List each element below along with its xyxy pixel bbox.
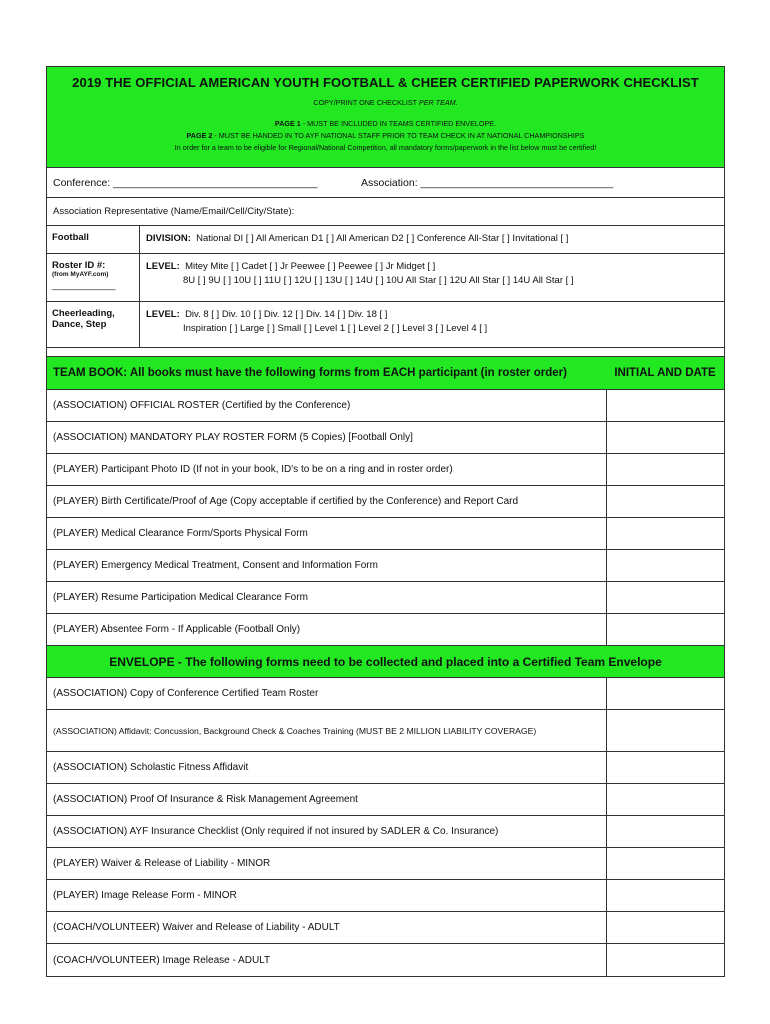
cheer-level-options[interactable]: LEVEL: Div. 8 [ ] Div. 10 [ ] Div. 12 [ ] Div. 14 [ ] Div. 18 [ ] Inspiration [ ] Large [ ] Small [ ] Level 1 [ ] Level 2 [ ] Level 3 [ ] Level 4 [ ] — [146, 309, 488, 334]
football-label: Football — [47, 226, 140, 253]
envelope-heading: ENVELOPE - The following forms need to be collected and placed into a Certified Team Envelope — [47, 646, 724, 678]
list-item: (COACH/VOLUNTEER) Image Release - ADULT — [47, 944, 724, 976]
football-level-options[interactable]: LEVEL: Mitey Mite [ ] Cadet [ ] Jr Peewee [ ] Peewee [ ] Jr Midget [ ] 8U [ ] 9U [ ] 10U [ ] 11U [ ] 12U [ ] 13U [ ] 14U [ ] 10U All Star [ ] 12U All Star [ ] 14U All Star [ ] — [146, 261, 574, 286]
list-item: (PLAYER) Birth Certificate/Proof of Age (Copy acceptable if certified by the Conference) and Report Card — [47, 486, 724, 518]
football-row — [47, 226, 724, 254]
team-book-list — [47, 390, 724, 646]
initial-date-cell[interactable] — [607, 752, 724, 783]
list-item: (ASSOCIATION) Proof Of Insurance & Risk Management Agreement — [47, 784, 724, 816]
page1-instruction: PAGE 1 - MUST BE INCLUDED IN TEAMS CERTIFIED ENVELOPE. — [274, 119, 497, 128]
list-item: (ASSOCIATION) Scholastic Fitness Affidavit — [47, 752, 724, 784]
list-item: (PLAYER) Image Release Form - MINOR — [47, 880, 724, 912]
initial-date-cell[interactable] — [607, 454, 724, 485]
list-item: (PLAYER) Waiver & Release of Liability - MINOR — [47, 848, 724, 880]
list-item: (ASSOCIATION) Affidavit: Concussion, Background Check & Coaches Training (MUST BE 2 MILLION LIABILITY COVERAGE) — [47, 710, 724, 752]
list-item: (ASSOCIATION) Copy of Conference Certified Team Roster — [47, 678, 724, 710]
list-item: (ASSOCIATION) OFFICIAL ROSTER (Certified by the Conference) — [47, 390, 724, 422]
team-book-heading: TEAM BOOK: All books must have the following forms from EACH participant (in roster order) — [53, 367, 567, 379]
list-item: (PLAYER) Medical Clearance Form/Sports Physical Form — [47, 518, 724, 550]
checklist-header — [47, 67, 724, 168]
page-title: 2019 THE OFFICIAL AMERICAN YOUTH FOOTBALL & CHEER CERTIFIED PAPERWORK CHECKLIST — [72, 75, 699, 90]
initial-date-cell[interactable] — [607, 912, 724, 943]
cheer-label: Cheerleading, Dance, Step — [47, 302, 140, 347]
list-item: (ASSOCIATION) AYF Insurance Checklist (Only required if not insured by SADLER & Co. Insurance) — [47, 816, 724, 848]
initial-and-date-heading: INITIAL AND DATE — [614, 367, 716, 379]
representative-field[interactable]: Association Representative (Name/Email/Cell/City/State): — [47, 198, 724, 226]
roster-row — [47, 254, 724, 302]
initial-date-cell[interactable] — [607, 816, 724, 847]
conference-field[interactable]: Conference: ___________________________________ — [53, 176, 318, 189]
initial-date-cell[interactable] — [607, 518, 724, 549]
envelope-list — [47, 678, 724, 976]
division-options[interactable]: DIVISION: National DI [ ] All American D1 [ ] All American D2 [ ] Conference All-Star [ ] Invitational [ ] — [146, 233, 569, 244]
list-item: (PLAYER) Participant Photo ID (If not in your book, ID's to be on a ring and in roster order) — [47, 454, 724, 486]
initial-date-cell[interactable] — [607, 880, 724, 911]
list-item: (PLAYER) Absentee Form - If Applicable (Football Only) — [47, 614, 724, 646]
eligibility-note: In order for a team to be eligible for Regional/National Competition, all mandatory forms/paperwork in the list below must be certified! — [174, 143, 597, 152]
cheer-row — [47, 302, 724, 348]
association-field[interactable]: Association: _________________________________ — [361, 176, 614, 189]
list-item: (COACH/VOLUNTEER) Waiver and Release of Liability - ADULT — [47, 912, 724, 944]
team-book-header — [47, 356, 724, 390]
initial-date-cell[interactable] — [607, 944, 724, 976]
list-item: (PLAYER) Emergency Medical Treatment, Consent and Information Form — [47, 550, 724, 582]
roster-id-field[interactable]: Roster ID #: (from MyAYF.com) ____________ — [47, 254, 140, 301]
initial-date-cell[interactable] — [607, 486, 724, 517]
conference-row — [47, 168, 724, 198]
copy-instruction: COPY/PRINT ONE CHECKLIST PER TEAM. — [313, 98, 458, 107]
initial-date-cell[interactable] — [607, 614, 724, 645]
initial-date-cell[interactable] — [607, 390, 724, 421]
checklist-form — [46, 66, 725, 977]
initial-date-cell[interactable] — [607, 710, 724, 751]
initial-date-cell[interactable] — [607, 848, 724, 879]
page2-instruction: PAGE 2 - MUST BE HANDED IN TO AYF NATIONAL STAFF PRIOR TO TEAM CHECK IN AT NATIONAL CHAMPIONSHIPS — [186, 131, 585, 140]
initial-date-cell[interactable] — [607, 550, 724, 581]
list-item: (PLAYER) Resume Participation Medical Clearance Form — [47, 582, 724, 614]
initial-date-cell[interactable] — [607, 582, 724, 613]
list-item: (ASSOCIATION) MANDATORY PLAY ROSTER FORM (5 Copies) [Football Only] — [47, 422, 724, 454]
initial-date-cell[interactable] — [607, 784, 724, 815]
initial-date-cell[interactable] — [607, 422, 724, 453]
initial-date-cell[interactable] — [607, 678, 724, 709]
